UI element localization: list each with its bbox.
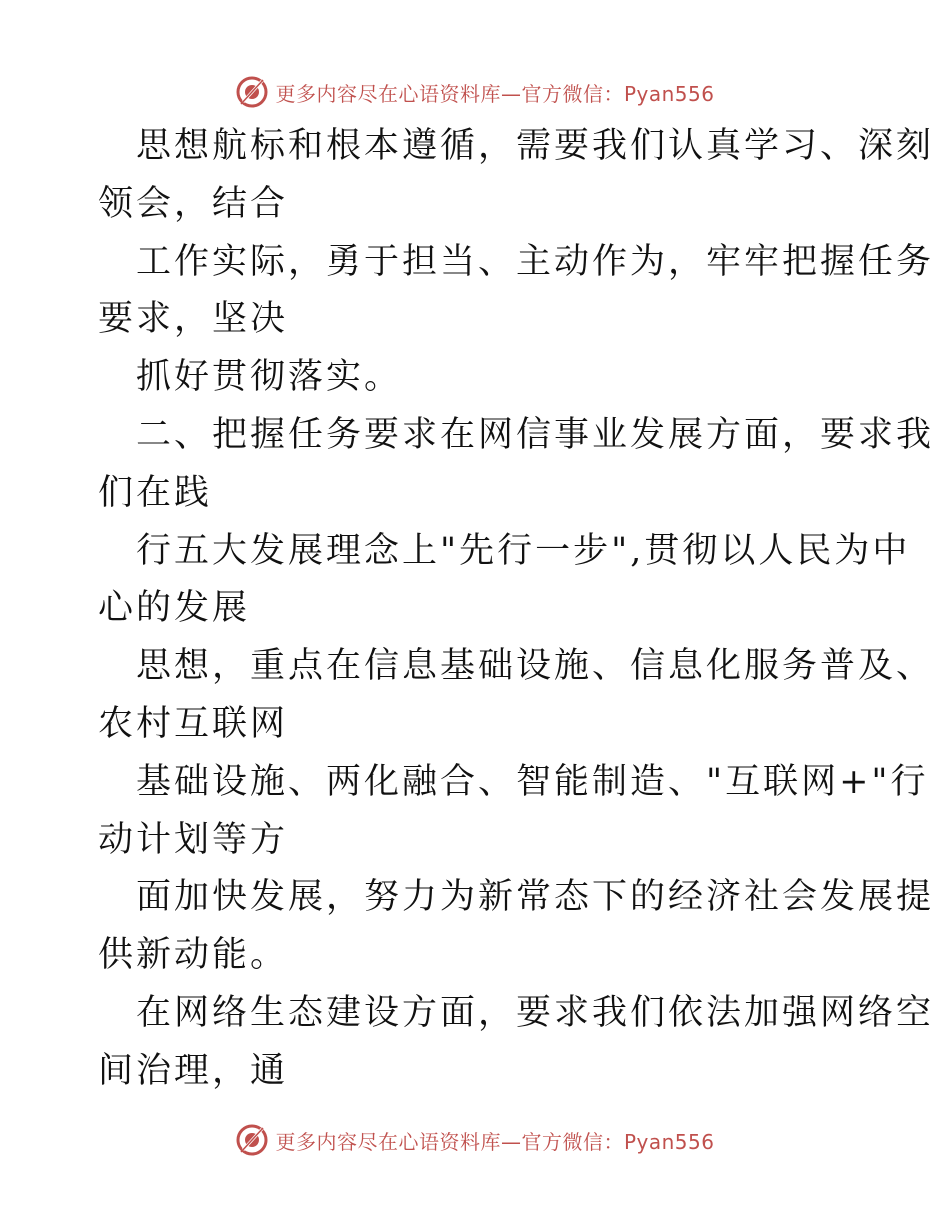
text-line: 二、把握任务要求在网信事业发展方面，要求我 (136, 414, 935, 455)
text-line: 农村互联网 (98, 703, 289, 744)
text-line: 动计划等方 (98, 819, 289, 860)
header-watermark (0, 72, 950, 112)
text-line: 供新动能。 (98, 935, 289, 976)
text-line: 领会，结合 (98, 183, 289, 224)
brand-logo-icon (235, 75, 269, 109)
text-line: 面加快发展，努力为新常态下的经济社会发展提 (136, 877, 935, 918)
text-line: 要求，坚决 (98, 299, 289, 340)
watermark-text: 更多内容尽在心语资料库—官方微信：Pyan556 (275, 81, 715, 106)
text-line: 抓好贯彻落实。 (136, 357, 403, 398)
text-line: 行五大发展理念上"先行一步",贯彻以人民为中 (136, 530, 911, 571)
footer-watermark (0, 1120, 950, 1160)
text-line: 工作实际，勇于担当、主动作为，牢牢把握任务 (136, 241, 935, 282)
watermark-text: 更多内容尽在心语资料库—官方微信：Pyan556 (275, 1129, 715, 1154)
text-line: 在网络生态建设方面，要求我们依法加强网络空 (136, 992, 935, 1033)
text-line: 间治理，通 (98, 1050, 289, 1091)
text-line: 基础设施、两化融合、智能制造、"互联网+"行 (136, 761, 929, 802)
document-body (98, 118, 935, 1101)
text-line: 思想航标和根本遵循，需要我们认真学习、深刻 (136, 126, 935, 166)
text-line: 思想，重点在信息基础设施、信息化服务普及、 (136, 646, 935, 687)
brand-logo-icon (235, 1123, 269, 1157)
text-line: 心的发展 (98, 588, 251, 629)
text-line: 们在践 (98, 472, 213, 513)
